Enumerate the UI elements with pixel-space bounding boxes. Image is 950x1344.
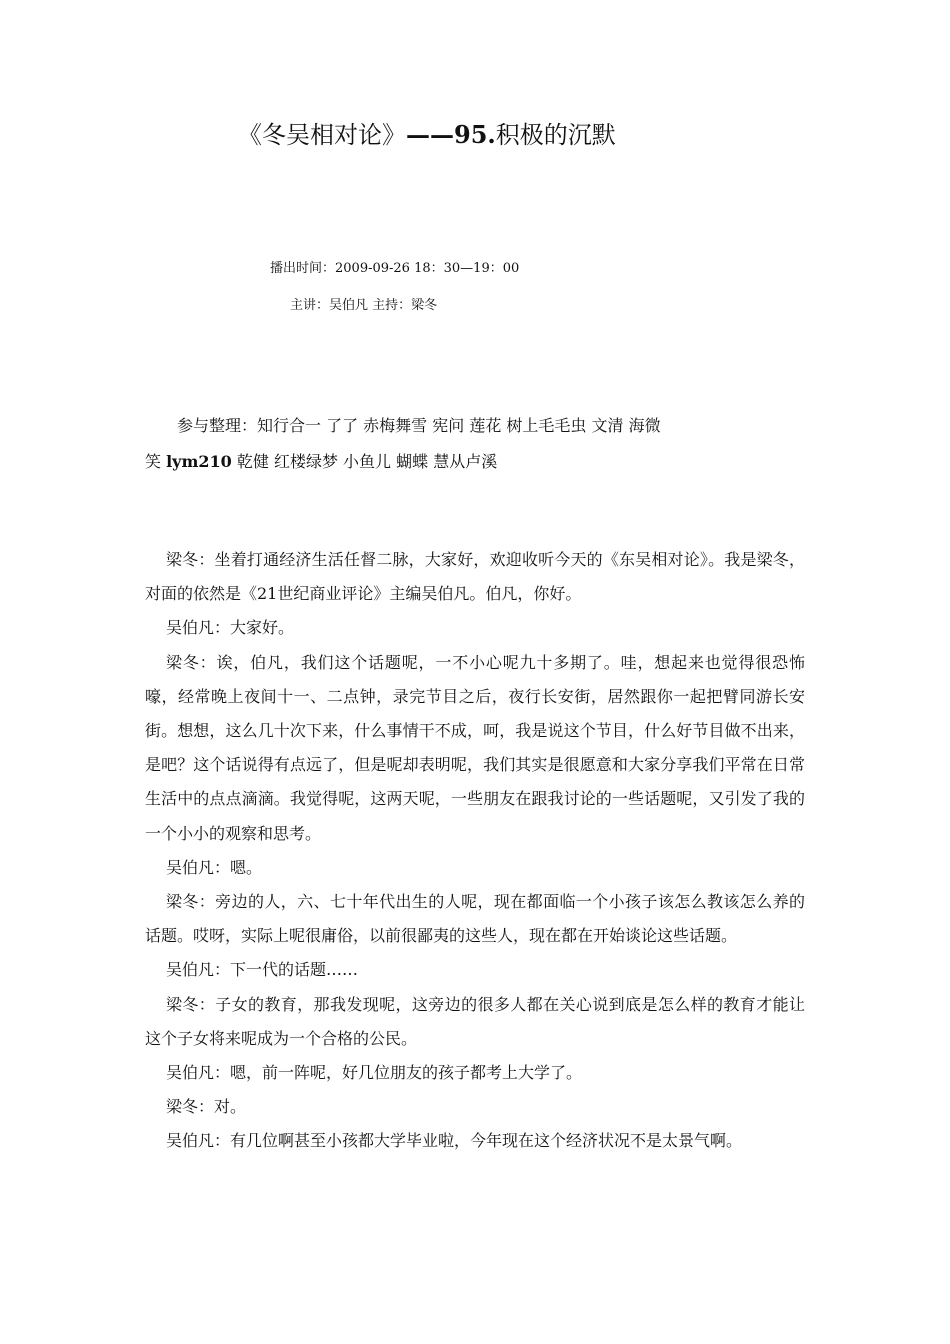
title-part-3: 积极的沉默 bbox=[495, 121, 616, 149]
document-title bbox=[238, 118, 616, 152]
contributors-line-1: 参与整理：知行合一 了了 赤梅舞雪 宪问 莲花 树上毛毛虫 文清 海微 bbox=[177, 416, 661, 435]
dialogue-paragraph: 梁冬：诶，伯凡，我们这个话题呢，一不小心呢九十多期了。哇，想起来也觉得很恐怖嚎，经常晚上夜间十一、二点钟，录完节目之后，夜行长安街，居然跟你一起把臂同游长安街。想想，这么几十次下来，什么事情干不成，呵，我是说这个节目，什么好节目做不出来，是吧？这个话说得有点远了，但是呢却表明呢，我们其实是很愿意和大家分享我们平常在日常生活中的点点滴滴。我觉得呢，这两天呢，一些朋友在跟我讨论的一些话题呢，又引发了我的一个小小的观察和思考。 bbox=[145, 652, 805, 843]
dialogue-paragraph: 吴伯凡：嗯。 bbox=[166, 857, 263, 877]
contributors-text-c: 乾健 红楼绿梦 小鱼儿 蝴蝶 慧从卢溪 bbox=[231, 452, 498, 471]
title-part-1: 《冬吴相对论》 bbox=[238, 121, 406, 149]
contributors-username: lym210 bbox=[166, 452, 232, 471]
contributors-text-a: 笑 bbox=[145, 452, 167, 471]
contributors-line-2 bbox=[145, 444, 785, 480]
dialogue-body bbox=[145, 543, 805, 1159]
host-info: 主讲：吴伯凡 主持：梁冬 bbox=[290, 298, 438, 313]
dialogue-paragraph: 吴伯凡：大家好。 bbox=[166, 618, 295, 638]
dialogue-paragraph: 梁冬：子女的教育，那我发现呢，这旁边的很多人都在关心说到底是怎么样的教育才能让这个子女将来呢成为一个合格的公民。 bbox=[145, 994, 805, 1048]
contributors bbox=[145, 408, 785, 480]
dialogue-paragraph: 梁冬：坐着打通经济生活任督二脉，大家好，欢迎收听今天的《东吴相对论》。我是梁冬，对面的依然是《21世纪商业评论》主编吴伯凡。伯凡，你好。 bbox=[145, 550, 805, 604]
title-part-2: ——95. bbox=[406, 120, 496, 149]
broadcast-time: 播出时间：2009-09-26 18：30—19：00 bbox=[270, 261, 520, 276]
dialogue-paragraph: 吴伯凡：下一代的话题…… bbox=[166, 960, 359, 980]
dialogue-paragraph: 梁冬：旁边的人，六、七十年代出生的人呢，现在都面临一个小孩子该怎么教该怎么养的话题。哎呀，实际上呢很庸俗，以前很鄙夷的这些人，现在都在开始谈论这些话题。 bbox=[145, 892, 805, 946]
dialogue-paragraph: 吴伯凡：嗯，前一阵呢，好几位朋友的孩子都考上大学了。 bbox=[166, 1063, 583, 1083]
dialogue-paragraph: 梁冬：对。 bbox=[166, 1097, 247, 1117]
dialogue-paragraph: 吴伯凡：有几位啊甚至小孩都大学毕业啦，今年现在这个经济状况不是太景气啊。 bbox=[166, 1131, 743, 1151]
